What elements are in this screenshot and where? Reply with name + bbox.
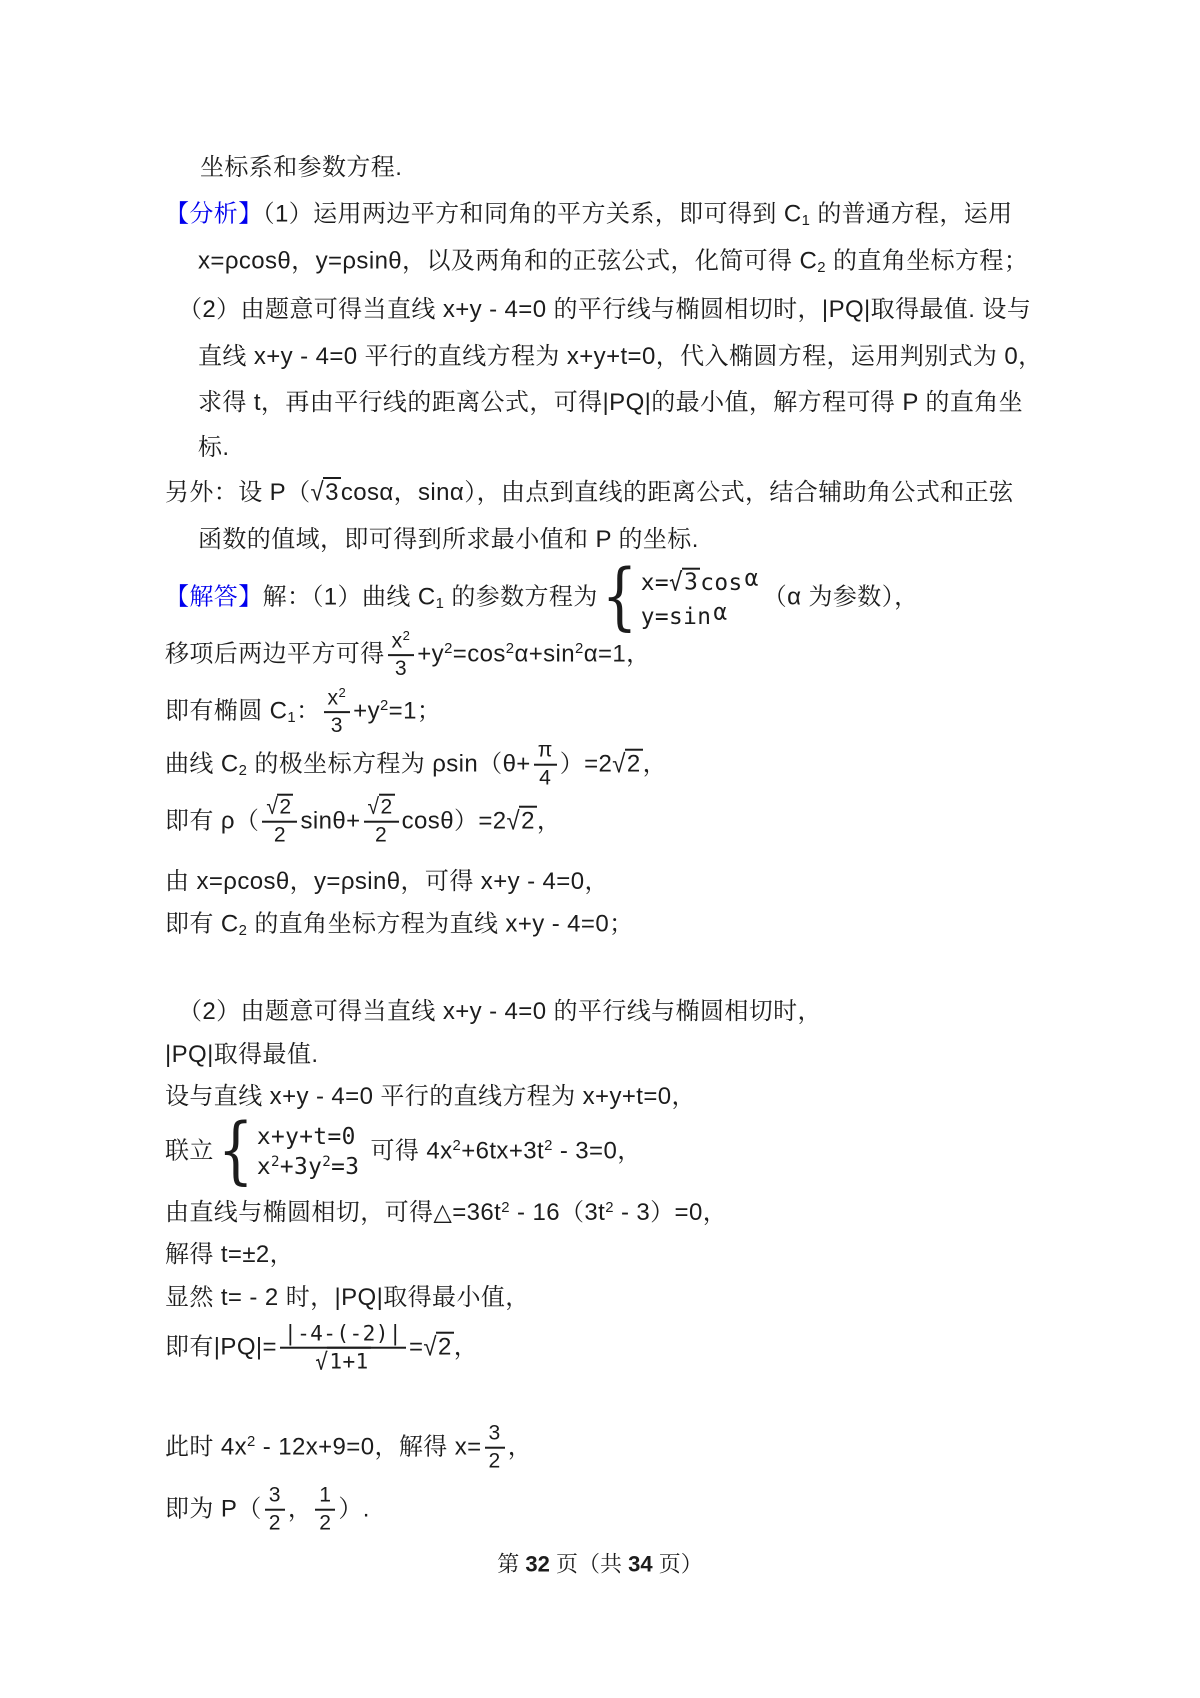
text-segment: α=1， (583, 640, 651, 668)
text-segment: α+sin (514, 640, 576, 668)
fraction-x2-over-3 (388, 628, 415, 682)
radical-sign: √ (310, 477, 325, 508)
superscript: 2 (270, 1154, 280, 1171)
numerator (388, 628, 415, 656)
solution-line-11 (165, 1108, 642, 1194)
text-segment: 此时 4x (165, 1433, 248, 1461)
text-segment: 标. (198, 434, 230, 461)
numerator: 3 (265, 1484, 285, 1511)
solution-line-10 (165, 1082, 696, 1112)
text-segment: +6tx+3t (461, 1137, 545, 1165)
solution-line-13 (165, 1240, 294, 1270)
text-segment: - 16（3t (509, 1199, 606, 1226)
alpha-symbol: α (744, 565, 759, 592)
text-segment: 页） (652, 1551, 703, 1577)
solution-line-2 (165, 628, 651, 682)
numerator: π (534, 739, 557, 766)
text-segment: cosα，sinα），由点到直线的距离公式，结合辅助角公式和正弦 (340, 479, 1014, 506)
solution-label: 【解答】 (165, 583, 263, 611)
text-segment: 的直角坐标方程； (825, 247, 1029, 275)
text-segment: x (256, 1154, 271, 1180)
analysis-line-8 (198, 525, 699, 555)
text-segment: （2）由题意可得当直线 x+y - 4=0 的平行线与椭圆相切时，|PQ|取得最值. 设与 (178, 296, 1032, 323)
fraction-x2-over-3 (324, 685, 351, 739)
superscript: 2 (544, 1138, 553, 1155)
text-segment: |PQ|取得最值. (165, 1041, 319, 1068)
denominator: 3 (394, 657, 407, 681)
solution-line-16 (165, 1422, 532, 1475)
text-segment: ）. (338, 1495, 370, 1523)
numerator: 3 (485, 1422, 505, 1449)
numerator: |-4-(-2)| (280, 1322, 406, 1349)
text-segment: 即有椭圆 C (165, 697, 288, 725)
radical-sign: √ (367, 794, 380, 820)
analysis-line-7 (165, 478, 1013, 508)
numerator (262, 796, 297, 823)
subscript: 1 (287, 710, 297, 727)
text-segment: 解得 t=±2， (165, 1241, 295, 1268)
subscript: 2 (238, 923, 248, 940)
text-segment: 移项后两边平方可得 (165, 640, 385, 668)
denominator: 2 (268, 1512, 281, 1535)
text-segment: （1）运用两边平方和同角的平方关系，即可得到 C (262, 200, 802, 228)
text-segment: 求得 t，再由平行线的距离公式，可得|PQ|的最小值，解方程可得 P 的直角坐 (198, 389, 1023, 416)
subscript: 2 (238, 763, 248, 780)
subscript: 2 (817, 260, 826, 277)
solution-line-7 (165, 909, 634, 940)
fraction-3-over-2 (485, 1422, 505, 1475)
equation-system-parametric (601, 554, 759, 640)
text-segment: x (391, 629, 403, 653)
text-segment: ）=2 (559, 750, 613, 778)
radicand: 2 (626, 750, 641, 778)
sqrt-radical (423, 1333, 453, 1360)
analysis-line-1 (165, 199, 1013, 230)
superscript: 2 (452, 1138, 462, 1155)
numerator: 1 (315, 1484, 335, 1511)
text-segment: ， (287, 1495, 313, 1523)
solution-line-9 (165, 1040, 318, 1070)
radicand: 3 (684, 569, 699, 596)
analysis-line-4 (198, 342, 1043, 372)
superscript: 2 (575, 641, 584, 658)
fraction-pi-over-4 (534, 739, 557, 792)
text-segment: - 3）=0， (613, 1199, 728, 1226)
superscript: 2 (322, 1154, 332, 1171)
denominator: 2 (488, 1450, 501, 1473)
solution-line-14 (165, 1283, 530, 1313)
subscript: 1 (435, 596, 445, 613)
radicand: 2 (521, 807, 535, 835)
system-rows (257, 1124, 360, 1180)
text-segment: y=sin (640, 604, 712, 631)
superscript: 2 (402, 628, 411, 644)
system-row (641, 600, 759, 630)
denominator: 3 (330, 714, 343, 738)
sqrt-radical (669, 570, 700, 596)
fraction-sqrt2-over-2 (262, 796, 297, 849)
text-segment: 设与直线 x+y - 4=0 平行的直线方程为 x+y+t=0， (165, 1083, 696, 1110)
denominator: 2 (273, 824, 286, 847)
text-segment: ， (507, 1433, 533, 1461)
text-segment: 即有 ρ（ (165, 807, 260, 835)
denominator: 2 (375, 824, 388, 847)
fraction-sqrt2-over-2 (364, 796, 399, 849)
text-segment: ， (453, 1333, 479, 1361)
text-segment: 的直角坐标方程为直线 x+y - 4=0； (247, 910, 634, 938)
fraction-pq-distance (280, 1322, 406, 1375)
text-segment: 直线 x+y - 4=0 平行的直线方程为 x+y+t=0，代入椭圆方程，运用判别式为 0， (198, 343, 1043, 370)
text-segment: x=ρcosθ，y=ρsinθ，以及两角和的正弦公式，化简可得 C (198, 247, 818, 275)
text-segment: +y (417, 640, 445, 668)
radical-sign: √ (669, 568, 684, 597)
text-segment: 曲线 C (165, 750, 239, 778)
radicand: 3 (325, 479, 339, 506)
radical-sign: √ (612, 749, 626, 779)
text-segment: sinθ+ (300, 807, 361, 835)
solution-line-6 (165, 867, 609, 897)
page-footer (0, 1548, 1200, 1579)
system-row (257, 1154, 360, 1180)
text-segment: 即有|PQ|= (165, 1333, 277, 1361)
text-segment: = (408, 1333, 424, 1361)
text-segment: 显然 t= - 2 时，|PQ|取得最小值， (165, 1284, 530, 1311)
text-segment: =1； (388, 697, 442, 725)
solution-line-15 (165, 1322, 478, 1375)
superscript: 2 (505, 641, 515, 658)
text-segment: 的极坐标方程为 ρsin（θ+ (247, 750, 531, 778)
superscript: 2 (338, 685, 347, 701)
radicand: 2 (279, 795, 292, 819)
solution-line-8 (178, 997, 822, 1027)
subscript: 1 (801, 213, 811, 230)
denominator: 4 (539, 767, 552, 790)
denominator (280, 1349, 406, 1374)
text-segment: x+y+t=0 (256, 1123, 356, 1150)
text-segment: 可得 4x (363, 1137, 453, 1165)
text-segment: 函数的值域，即可得到所求最小值和 P 的坐标. (198, 526, 699, 553)
system-row (257, 1124, 360, 1150)
radicand: 1+1 (329, 1349, 369, 1374)
text-segment: 由 x=ρcosθ，y=ρsinθ，可得 x+y - 4=0， (165, 868, 609, 895)
text-segment: 由直线与椭圆相切，可得△=36t (165, 1199, 502, 1226)
solution-line-12 (165, 1198, 727, 1228)
radical-sign: √ (266, 794, 279, 820)
text-segment: 即有 C (165, 910, 239, 938)
denominator: 2 (319, 1512, 332, 1535)
text-segment: +3y (279, 1154, 323, 1180)
total-pages: 34 (628, 1551, 653, 1577)
solution-line-1 (165, 554, 919, 640)
system-row (641, 566, 759, 596)
text-segment: +y (353, 697, 380, 725)
radicand: 2 (437, 1333, 452, 1361)
solution-line-4 (165, 739, 667, 792)
superscript: 2 (444, 641, 453, 658)
text-segment: ， (642, 750, 668, 778)
text-segment: cos (700, 569, 743, 596)
system-rows (641, 566, 759, 631)
equation-system-simultaneous (217, 1108, 360, 1194)
text-segment: x (327, 686, 339, 710)
analysis-line-5 (198, 388, 1023, 418)
fraction-3-over-2 (265, 1484, 285, 1537)
text-segment: ： (296, 697, 321, 725)
text-segment: （2）由题意可得当直线 x+y - 4=0 的平行线与椭圆相切时， (178, 998, 822, 1025)
sqrt-radical (368, 796, 395, 819)
text-segment: ， (536, 807, 562, 835)
text-segment: 坐标系和参数方程. (200, 154, 403, 181)
radical-sign: √ (423, 1332, 437, 1362)
superscript: 2 (501, 1199, 510, 1216)
sqrt-radical (507, 807, 537, 834)
text-segment: 的普通方程，运用 (810, 200, 1013, 228)
left-brace: { (217, 1108, 254, 1194)
numerator (364, 796, 399, 823)
solution-line-3 (165, 685, 441, 739)
text-segment: =3 (331, 1154, 360, 1180)
sqrt-radical (315, 1349, 370, 1374)
radicand: 2 (380, 795, 393, 819)
sqrt-radical (266, 796, 293, 819)
analysis-line-3 (178, 295, 1031, 325)
text-segment: x= (640, 569, 669, 596)
text-segment: 联立 (165, 1137, 214, 1165)
page-number: 32 (525, 1551, 550, 1577)
numerator (324, 685, 351, 713)
text-segment: =cos (452, 640, 506, 668)
radical-sign: √ (506, 806, 521, 836)
superscript: 2 (379, 698, 389, 715)
text-segment: cosθ）=2 (401, 807, 507, 835)
text-segment: 页（共 (549, 1551, 629, 1577)
text-segment: 另外：设 P（ (165, 479, 311, 506)
radical-sign: √ (315, 1347, 329, 1375)
text-segment: 第 (497, 1551, 526, 1577)
alpha-symbol: α (713, 600, 728, 626)
solution-line-17 (165, 1484, 370, 1537)
text-segment: - 3=0， (552, 1137, 642, 1165)
solution-line-5 (165, 796, 561, 849)
analysis-line-6 (198, 433, 229, 463)
text-segment: 解：（1）曲线 C (262, 583, 436, 611)
text-segment: - 12x+9=0，解得 x= (255, 1433, 482, 1461)
analysis-line-2 (198, 246, 1028, 277)
left-brace: { (601, 554, 638, 640)
sqrt-radical (310, 479, 340, 506)
text-segment: 即为 P（ (165, 1495, 262, 1523)
text-segment: （α 为参数）， (762, 583, 919, 611)
text-segment: 的参数方程为 (444, 583, 598, 611)
superscript: 2 (247, 1434, 256, 1451)
sqrt-radical (612, 750, 642, 777)
intro-line (200, 153, 402, 183)
fraction-1-over-2 (315, 1484, 335, 1537)
superscript: 2 (605, 1199, 614, 1216)
analysis-label: 【分析】 (165, 200, 263, 228)
